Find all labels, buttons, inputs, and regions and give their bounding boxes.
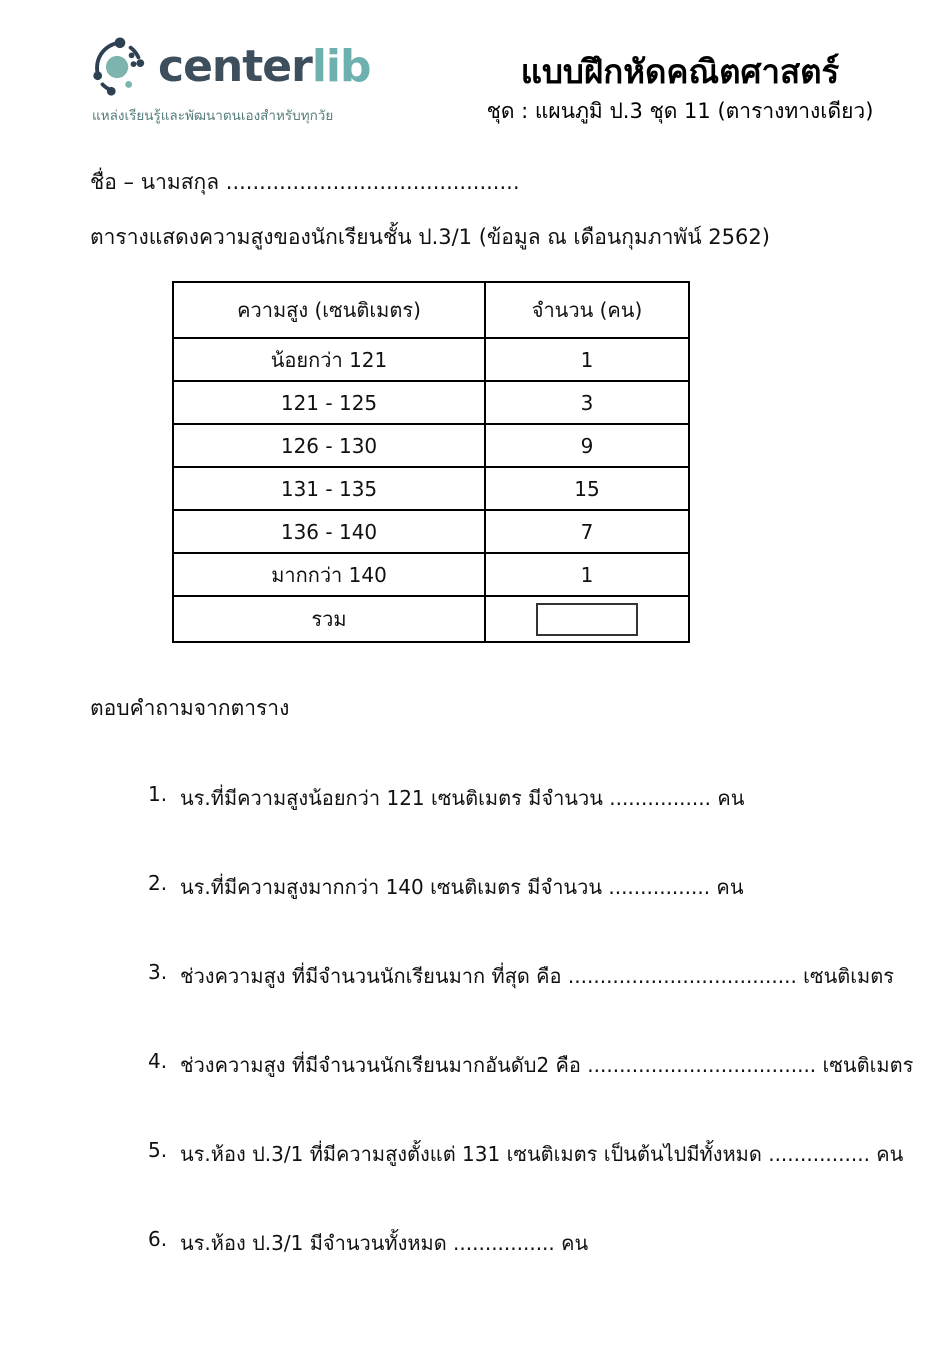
- question-number: 6.: [148, 1227, 168, 1251]
- question-6: [148, 1227, 948, 1259]
- logo-tagline: แหล่งเรียนรู้และพัฒนาตนเองสำหรับทุกวัย: [92, 108, 334, 124]
- question-text: ช่วงความสูง ที่มีจำนวนนักเรียนมากอันดับ2 คือ .................................... เซนติเมตร: [180, 1053, 914, 1077]
- count-cell: 15: [485, 467, 689, 510]
- question-4: [148, 1049, 948, 1081]
- question-text: นร.ห้อง ป.3/1 มีจำนวนทั้งหมด ................ คน: [180, 1231, 589, 1255]
- document-header: [430, 52, 930, 128]
- questions-list: [148, 782, 948, 1316]
- question-number: 5.: [148, 1138, 168, 1162]
- centerlib-logo-icon: [88, 36, 150, 98]
- total-label-cell: รวม: [173, 596, 485, 642]
- page-subtitle: ชุด : แผนภูมิ ป.3 ชุด 11 (ตารางทางเดียว): [486, 98, 874, 123]
- table-row: [173, 510, 689, 553]
- question-number: 4.: [148, 1049, 168, 1073]
- table-row: [173, 338, 689, 381]
- height-range-cell: มากกว่า 140: [173, 553, 485, 596]
- column-header-count: จำนวน (คน): [485, 282, 689, 338]
- height-range-cell: 126 - 130: [173, 424, 485, 467]
- page-title: แบบฝึกหัดคณิตศาสตร์: [520, 52, 840, 91]
- height-range-cell: 136 - 140: [173, 510, 485, 553]
- question-3: [148, 960, 948, 992]
- question-1: [148, 782, 948, 814]
- table-header-row: [173, 282, 689, 338]
- questions-section-heading: ตอบคำถามจากตาราง: [90, 696, 290, 720]
- question-number: 2.: [148, 871, 168, 895]
- table-caption: ตารางแสดงความสูงของนักเรียนชั้น ป.3/1 (ข้อมูล ณ เดือนกุมภาพัน์ 2562): [90, 225, 770, 249]
- question-text: นร.ที่มีความสูงน้อยกว่า 121 เซนติเมตร มีจำนวน ................ คน: [180, 786, 745, 810]
- table-row: [173, 553, 689, 596]
- total-answer-box[interactable]: [536, 603, 638, 636]
- table-row: [173, 381, 689, 424]
- question-text: ช่วงความสูง ที่มีจำนวนนักเรียนมาก ที่สุด คือ .................................... เซนติเมตร: [180, 964, 894, 988]
- count-cell: 7: [485, 510, 689, 553]
- count-cell: 3: [485, 381, 689, 424]
- table-row: [173, 467, 689, 510]
- logo-wordmark: [158, 41, 371, 92]
- logo-word-lib: lib: [311, 41, 371, 92]
- question-text: นร.ที่มีความสูงมากกว่า 140 เซนติเมตร มีจำนวน ................ คน: [180, 875, 744, 899]
- logo-word-center: center: [158, 41, 312, 92]
- table-row: [173, 424, 689, 467]
- question-text: นร.ห้อง ป.3/1 ที่มีความสูงตั้งแต่ 131 เซนติเมตร เป็นต้นไปมีทั้งหมด ................ คน: [180, 1142, 904, 1166]
- height-range-cell: น้อยกว่า 121: [173, 338, 485, 381]
- question-number: 1.: [148, 782, 168, 806]
- total-value-cell: [485, 596, 689, 642]
- question-2: [148, 871, 948, 903]
- question-number: 3.: [148, 960, 168, 984]
- count-cell: 1: [485, 338, 689, 381]
- height-range-cell: 131 - 135: [173, 467, 485, 510]
- column-header-height: ความสูง (เซนติเมตร): [173, 282, 485, 338]
- height-range-cell: 121 - 125: [173, 381, 485, 424]
- student-name-line: ชื่อ – นามสกุล ............................................: [90, 170, 520, 194]
- question-5: [148, 1138, 948, 1170]
- height-frequency-table: [172, 281, 690, 643]
- centerlib-logo: [88, 36, 371, 126]
- count-cell: 9: [485, 424, 689, 467]
- count-cell: 1: [485, 553, 689, 596]
- table-total-row: [173, 596, 689, 642]
